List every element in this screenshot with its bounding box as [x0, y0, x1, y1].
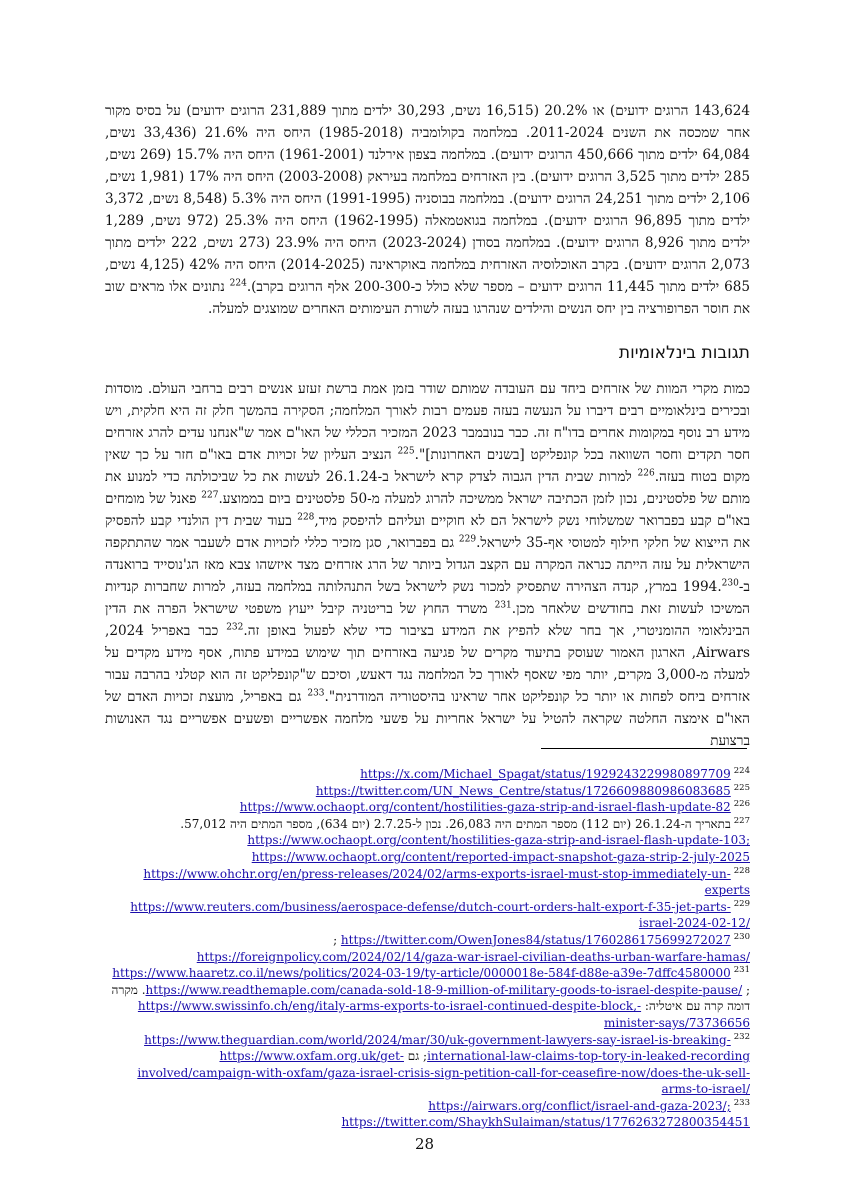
footnote-ref[interactable]: 225 — [397, 446, 415, 457]
footnote-separator — [541, 748, 747, 749]
footnote-link[interactable]: https://www.readthemaple.com/canada-sold-18-9-million-of-military-goods-to-israel-despite-pause/ — [145, 982, 743, 997]
footnote-224 — [105, 766, 750, 783]
sentence: כבר באפריל 2024, Airwars, הארגון האמור שעוסק בתיעוד מקרים של פגיעה באזרחים תוך שימוש במידע פתוח, אסף מידע מקדים על למעלה מ-3,000 מקרים, יותר מפי שאסף לאורך כל המלחמה נגד דאעש, וסיכם ש"קונפליקט זה הוא קטלני בהרבה עבור אזרחים ביחס לפחות או יותר כל קונפליקט אחר שראינו בהיסטוריה המודרנית". — [105, 623, 750, 705]
footnote-227 — [105, 816, 750, 866]
footnote-ref[interactable]: 233 — [307, 688, 325, 699]
footnote-number: 224 — [733, 766, 750, 776]
footnote-link[interactable]: https://twitter.com/UN_News_Centre/status/1726609880986083685 — [315, 783, 731, 798]
footnote-link[interactable]: https://twitter.com/OwenJones84/status/1760286175699272027 — [340, 932, 731, 947]
sentence: למרות שבית הדין הגבוה לצדק קרא לישראל ב-26.1.24 לעשות את כל שביכולתה כדי למנוע את מותם של פלסטינים, נכון לזמן הכתיבה ישראל ממשיכה להרוג למעלה מ-50 פלסטינים ביום בממוצע. — [105, 469, 750, 507]
sentence: במרץ, קנדה הצהירה שתפסיק למכור נשק לישראל בשל התנהלותה במלחמה בעזה, למרות שחברות קנדיות המשיכו לעשות זאת בחודשים שלאחר מכן. — [105, 579, 750, 617]
footnote-ref[interactable]: 229 — [458, 534, 477, 545]
footnote-link[interactable]: https://www.theguardian.com/world/2024/mar/30/uk-government-lawyers-say-israel-is-breaking-international-law-claims-top-tory-in-leaked-recording — [144, 1032, 750, 1064]
footnote-226 — [105, 799, 750, 816]
footnote-separator-text: ; — [333, 932, 341, 947]
footnote-ref[interactable]: 226 — [637, 468, 655, 479]
footnote-ref[interactable]: 231 — [494, 600, 512, 611]
footnote-number: 227 — [733, 815, 750, 826]
body-paragraph-international — [105, 378, 750, 752]
paragraph-text: נתונים אלו מראים שוב את חוסר הפרופורציה בין יחס הנשים והילדים שנהרגו בעזה לשורת העימותים האחרים שמוצגים למעלה. — [105, 279, 750, 317]
footnote-number: 231 — [733, 965, 750, 976]
footnote-link[interactable]: https://www.oxfam.org.uk/get-involved/campaign-with-oxfam/gaza-israel-crisis-sign-petition-call-for-ceasefire-now/does-the-uk-sell-arms-to-israel/ — [137, 1049, 750, 1097]
footnote-link[interactable]: https://x.com/Michael_Spagat/status/1929243229980897709 — [360, 767, 731, 781]
footnote-number: 226 — [733, 799, 750, 810]
body-paragraph-statistics — [105, 100, 750, 320]
sentence: פאנל של מומחים באו"ם קבע בפברואר שמשלוחי נשק לישראל הם לא חוקיים ועליהם להיפסק מיד, — [105, 491, 750, 529]
footnote-229 — [105, 899, 750, 932]
footnotes — [105, 766, 750, 1131]
footnote-233 — [105, 1098, 750, 1131]
footnote-text: . מקרה דומה קרה עם איטליה: — [111, 982, 750, 1014]
footnote-ref[interactable]: 228 — [297, 512, 315, 523]
footnote-link[interactable]: https://www.reuters.com/business/aerospace-defense/dutch-court-orders-halt-export-f-35-jet-parts-israel-2024-02-12/ — [130, 899, 750, 931]
sentence: משרד החוץ של בריטניה קיבל ייעוץ משפטי שישראל הפרה את הדין הבינלאומי ההומניטרי, אך בחר שלא להפיץ את המידע בציבור כדי שלא לפעול באופן זה. — [105, 601, 750, 639]
footnote-text: בתאריך ה-26.1.24 (יום 112) מספר המתים היה 26,083. נכון ל-2.7.25 (יום 634), מספר המתים היה 57,012. — [180, 816, 731, 831]
footnote-number: 228 — [733, 865, 750, 876]
sentence: כמות מקרי המוות של אזרחים ביחד עם העובדה שמותם שודר בזמן אמת ברשת זעזע אנשים רבים ברחבי העולם. מוסדות ובכירים בינלאומיים רבים דיברו על הנעשה בעזה פעמים רבות לאורך המלחמה; הסקירה בהמשך חלק זה היא חלקית, ויש מידע רב נוסף במקומות אחרים בדו"ח זה. כבר בנובמבר 2023 המזכיר הכללי של האו"ם אמר ש"אנחנו עדים להרג אזרחים חסר תקדים וחסר השוואה בכל קונפליקט [בשנים האחרונות]". — [105, 381, 750, 463]
sentence: בעוד שבית דין הולנדי קבע להפסיק את הייצוא של חלקי חילוף למטוסי אף-35 לישראל. — [105, 513, 751, 551]
footnote-ref[interactable]: 232 — [226, 622, 244, 633]
sentence: גם באפריל, מועצת זכויות האדם של האו"ם אימצה החלטה שקראה להטיל על ישראל אחריות על פשעי מלחמה אפשריים ופשעים אפשריים נגד האנושות ברצועת — [105, 689, 750, 749]
footnote-228 — [105, 866, 750, 899]
footnote-link[interactable]: https://www.ochaopt.org/content/hostilities-gaza-strip-and-israel-flash-update-103; — [247, 833, 750, 848]
paragraph-text: 143,624 הרוגים ידועים) או 20.2% (16,515 נשים, 30,293 ילדים מתוך 231,889 הרוגים ידועים) על בסיס מקור אחר שמכסה את השנים 2011-2024. במלחמה בקולומביה (1985-2018) היחס היה 21.6% (33,436 נשים, 64,084 ילדים מתוך 450,666 הרוגים ידועים). במלחמה בצפון אירלנד (1961-2001) היחס היה 15.7% (269 נשים, 285 ילדים מתוך 3,525 הרוגים ידועים). בין האזרחים במלחמה בעיראק (2003-2008) היחס היה 17% (1,981 נשים, 2,106 ילדים מתוך 24,251 הרוגים ידועים). במלחמה בבוסניה (1991-1995) היחס היה 5.3% (8,548 נשים, 3,372 ילדים מתוך 96,895 הרוגים ידועים). במלחמה בגואטמאלה (1962-1995) היחס היה 25.3% (972 נשים, 1,289 ילדים מתוך 8,926 הרוגים ידועים). במלחמה בסודן (2023-2024) היחס היה 23.9% (273 נשים, 222 ילדים מתוך 2,073 הרוגים ידועים). בקרב האוכלוסיה האזרחית במלחמה באוקראינה (2014-2025) היחס היה 42% (4,125 נשים, 685 ילדים מתוך 11,445 הרוגים ידועים – מספר שלא כולל כ-200-300 אלף הרוגים בקרב). — [105, 103, 751, 295]
footnote-number: 233 — [733, 1097, 750, 1108]
footnote-232 — [105, 1032, 750, 1098]
footnote-separator-text: ; — [742, 982, 750, 997]
footnote-link[interactable]: https://twitter.com/ShaykhSulaiman/status/1776263272800354451 — [341, 1115, 750, 1130]
footnote-number: 229 — [733, 898, 750, 909]
footnote-ref[interactable]: 224 — [229, 278, 247, 289]
footnote-link[interactable]: https://www.ochaopt.org/content/hostilities-gaza-strip-and-israel-flash-update-82 — [239, 800, 731, 815]
section-heading: תגובות בינלאומיות — [618, 343, 750, 363]
footnote-link[interactable]: https://airwars.org/conflict/israel-and-gaza-2023/; — [428, 1098, 731, 1113]
footnote-number: 232 — [733, 1031, 750, 1042]
footnote-number: 230 — [733, 931, 750, 942]
footnote-225 — [105, 783, 750, 800]
footnote-link[interactable]: https://www.ohchr.org/en/press-releases/2024/02/arms-exports-israel-must-stop-immediately-un-experts — [143, 866, 750, 898]
footnote-ref[interactable]: 230 — [721, 578, 739, 589]
sentence: גם בפברואר, סגן מזכיר כללי לזכויות אדם לשעבר אמר שהתתקפה הישראלית על עזה הייתה כנראה המקרה עם הקצב הגדול ביותר של הרג אזרחים מצד איזשהו צבא מאז הג'נוסייד ברואנדה ב-1994. — [105, 535, 750, 595]
footnote-230 — [105, 932, 750, 965]
footnote-link[interactable]: https://www.swissinfo.ch/eng/italy-arms-exports-to-israel-continued-despite-block,-minister-says/73736656 — [137, 999, 750, 1030]
footnote-text: ; גם — [403, 1049, 428, 1064]
footnote-number: 225 — [733, 782, 750, 793]
footnote-231 — [105, 965, 750, 1031]
page-number: 28 — [414, 1135, 435, 1153]
footnote-link[interactable]: https://foreignpolicy.com/2024/02/14/gaza-war-israel-civilian-deaths-urban-warfare-hamas/ — [196, 949, 750, 964]
footnote-link[interactable]: https://www.haaretz.co.il/news/politics/2024-03-19/ty-article/0000018e-584f-d88e-a39e-7dffc4580000 — [112, 966, 731, 981]
sentence: הנציב העליון של זכויות אדם באו"ם חזר על כך שאין מקום בטוח בעזה. — [105, 447, 750, 485]
footnote-ref[interactable]: 227 — [201, 490, 219, 501]
footnote-link[interactable]: https://www.ochaopt.org/content/reported-impact-snapshot-gaza-strip-2-july-2025 — [251, 849, 750, 864]
